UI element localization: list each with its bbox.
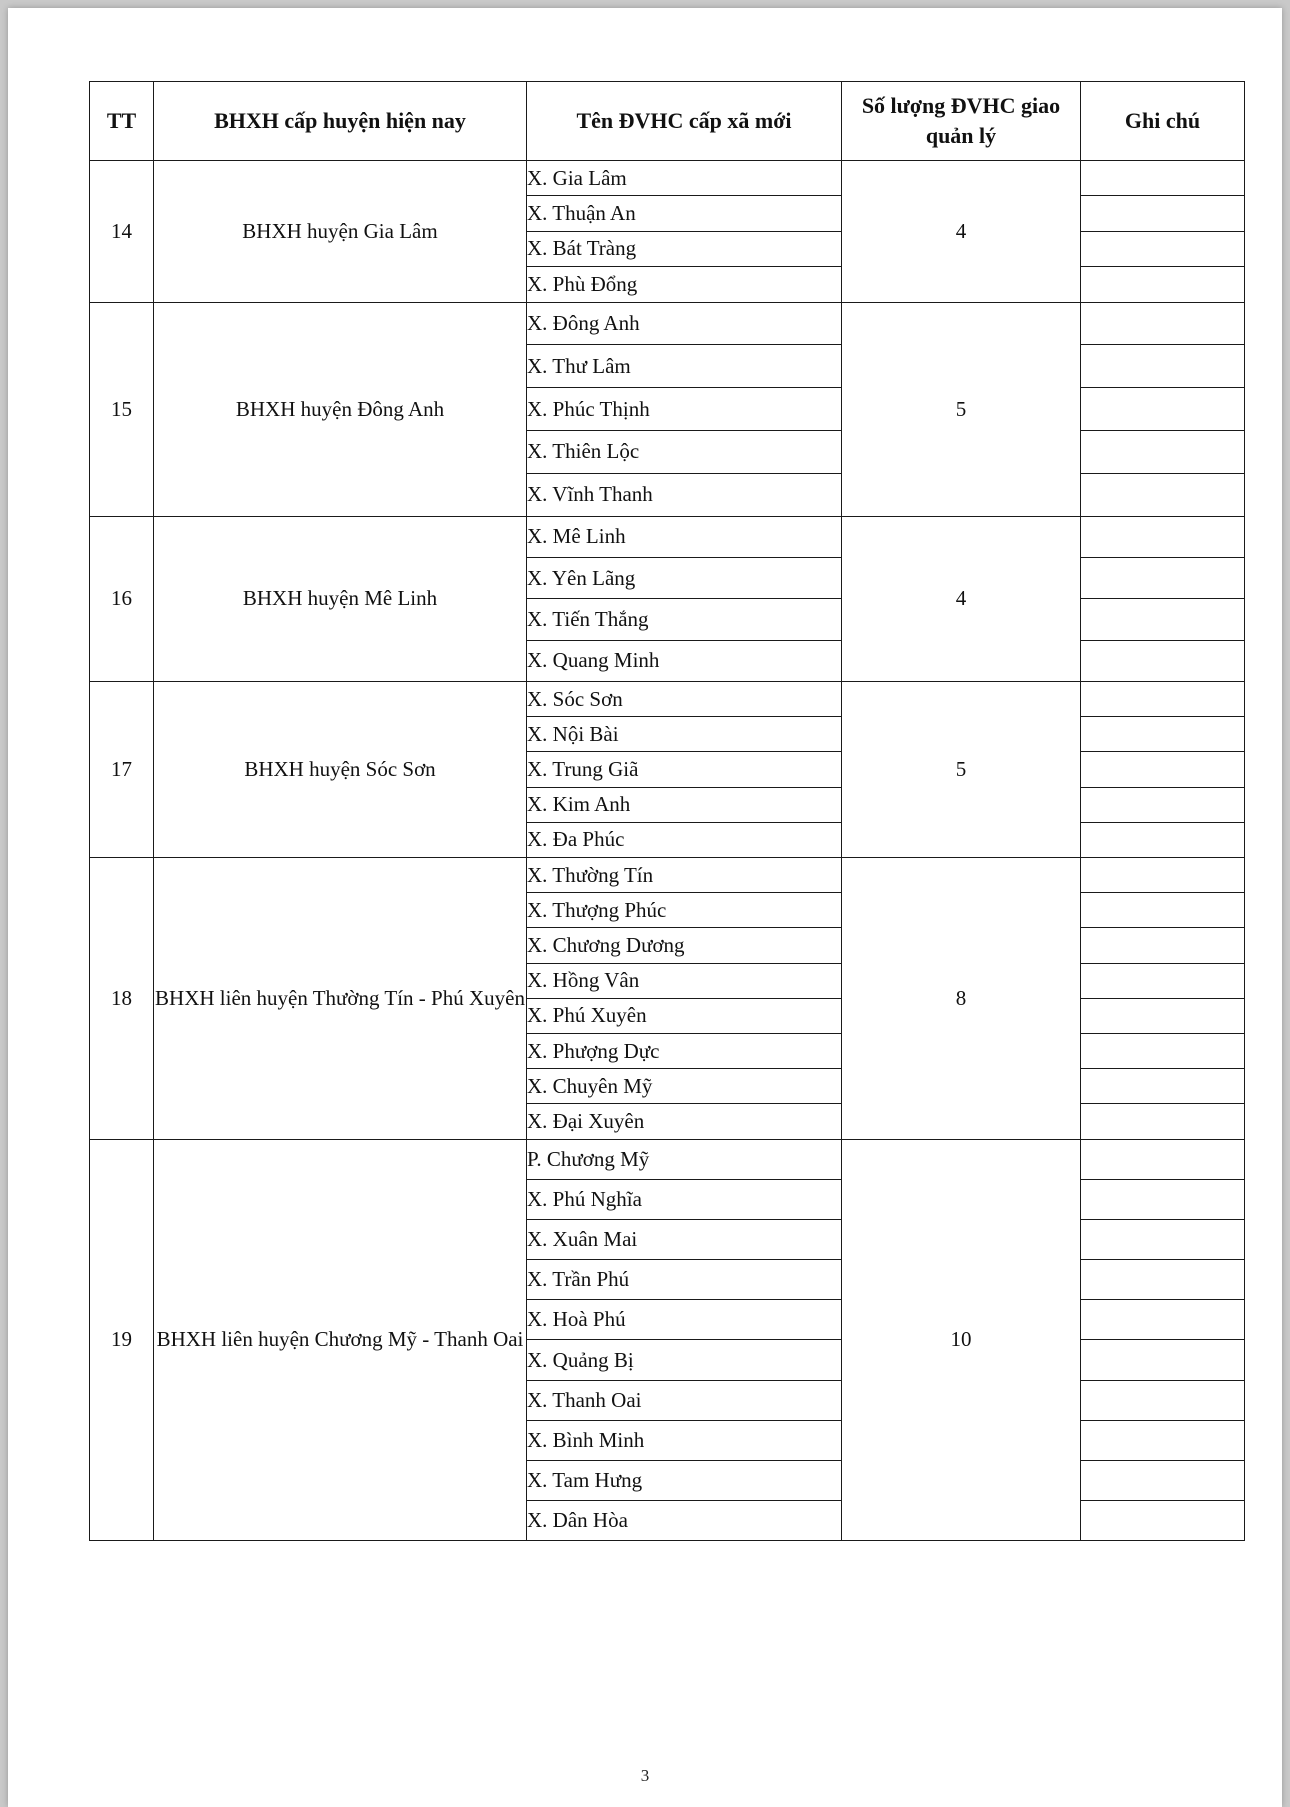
new-commune-name: X. Trần Phú bbox=[527, 1260, 842, 1300]
table-row bbox=[90, 516, 1245, 557]
note-cell bbox=[1081, 928, 1245, 963]
note-cell bbox=[1081, 267, 1245, 302]
new-commune-name: X. Yên Lãng bbox=[527, 557, 842, 598]
header-new-commune: Tên ĐVHC cấp xã mới bbox=[527, 82, 842, 161]
new-commune-name: X. Phù Đổng bbox=[527, 267, 842, 302]
table-row bbox=[90, 161, 1245, 196]
new-commune-name: X. Hồng Vân bbox=[527, 963, 842, 998]
new-commune-name: X. Xuân Mai bbox=[527, 1219, 842, 1259]
commune-count: 4 bbox=[842, 516, 1081, 682]
new-commune-name: X. Phú Nghĩa bbox=[527, 1179, 842, 1219]
note-cell bbox=[1081, 516, 1245, 557]
table-row bbox=[90, 858, 1245, 893]
note-cell bbox=[1081, 473, 1245, 516]
new-commune-name: X. Tam Hưng bbox=[527, 1461, 842, 1501]
new-commune-name: X. Phú Xuyên bbox=[527, 998, 842, 1033]
new-commune-name: X. Quảng Bị bbox=[527, 1340, 842, 1380]
new-commune-name: X. Đa Phúc bbox=[527, 822, 842, 857]
new-commune-name: X. Thường Tín bbox=[527, 858, 842, 893]
new-commune-name: X. Dân Hòa bbox=[527, 1501, 842, 1541]
note-cell bbox=[1081, 963, 1245, 998]
note-cell bbox=[1081, 1260, 1245, 1300]
new-commune-name: X. Đại Xuyên bbox=[527, 1104, 842, 1139]
table-header-row bbox=[90, 82, 1245, 161]
table-row bbox=[90, 302, 1245, 345]
current-unit-name: BHXH liên huyện Chương Mỹ - Thanh Oai bbox=[154, 1139, 527, 1541]
note-cell bbox=[1081, 1139, 1245, 1179]
note-cell bbox=[1081, 196, 1245, 231]
new-commune-name: X. Thuận An bbox=[527, 196, 842, 231]
note-cell bbox=[1081, 822, 1245, 857]
header-tt: TT bbox=[90, 82, 154, 161]
table-body bbox=[90, 161, 1245, 1541]
row-number: 14 bbox=[90, 161, 154, 303]
new-commune-name: X. Mê Linh bbox=[527, 516, 842, 557]
row-number: 17 bbox=[90, 682, 154, 858]
note-cell bbox=[1081, 388, 1245, 431]
note-cell bbox=[1081, 752, 1245, 787]
new-commune-name: X. Chương Dương bbox=[527, 928, 842, 963]
document-page bbox=[8, 8, 1282, 1807]
note-cell bbox=[1081, 1104, 1245, 1139]
note-cell bbox=[1081, 302, 1245, 345]
commune-count: 4 bbox=[842, 161, 1081, 303]
note-cell bbox=[1081, 430, 1245, 473]
new-commune-name: X. Hoà Phú bbox=[527, 1300, 842, 1340]
note-cell bbox=[1081, 682, 1245, 717]
table-row bbox=[90, 682, 1245, 717]
note-cell bbox=[1081, 1340, 1245, 1380]
new-commune-name: X. Đông Anh bbox=[527, 302, 842, 345]
new-commune-name: X. Kim Anh bbox=[527, 787, 842, 822]
new-commune-name: P. Chương Mỹ bbox=[527, 1139, 842, 1179]
note-cell bbox=[1081, 1501, 1245, 1541]
new-commune-name: X. Chuyên Mỹ bbox=[527, 1069, 842, 1104]
current-unit-name: BHXH huyện Mê Linh bbox=[154, 516, 527, 682]
row-number: 18 bbox=[90, 858, 154, 1140]
header-count: Số lượng ĐVHC giao quản lý bbox=[842, 82, 1081, 161]
new-commune-name: X. Thanh Oai bbox=[527, 1380, 842, 1420]
note-cell bbox=[1081, 1069, 1245, 1104]
note-cell bbox=[1081, 858, 1245, 893]
commune-count: 5 bbox=[842, 302, 1081, 516]
new-commune-name: X. Nội Bài bbox=[527, 717, 842, 752]
new-commune-name: X. Quang Minh bbox=[527, 640, 842, 681]
row-number: 15 bbox=[90, 302, 154, 516]
note-cell bbox=[1081, 1461, 1245, 1501]
table-row bbox=[90, 1139, 1245, 1179]
new-commune-name: X. Bình Minh bbox=[527, 1420, 842, 1460]
current-unit-name: BHXH huyện Sóc Sơn bbox=[154, 682, 527, 858]
commune-count: 10 bbox=[842, 1139, 1081, 1541]
note-cell bbox=[1081, 1380, 1245, 1420]
row-number: 19 bbox=[90, 1139, 154, 1541]
current-unit-name: BHXH huyện Gia Lâm bbox=[154, 161, 527, 303]
new-commune-name: X. Trung Giã bbox=[527, 752, 842, 787]
new-commune-name: X. Gia Lâm bbox=[527, 161, 842, 196]
new-commune-name: X. Bát Tràng bbox=[527, 231, 842, 266]
header-note: Ghi chú bbox=[1081, 82, 1245, 161]
note-cell bbox=[1081, 1033, 1245, 1068]
note-cell bbox=[1081, 998, 1245, 1033]
new-commune-name: X. Thư Lâm bbox=[527, 345, 842, 388]
note-cell bbox=[1081, 557, 1245, 598]
header-current-unit: BHXH cấp huyện hiện nay bbox=[154, 82, 527, 161]
note-cell bbox=[1081, 1219, 1245, 1259]
assignment-table bbox=[89, 81, 1245, 1541]
note-cell bbox=[1081, 640, 1245, 681]
new-commune-name: X. Sóc Sơn bbox=[527, 682, 842, 717]
new-commune-name: X. Tiến Thắng bbox=[527, 599, 842, 640]
note-cell bbox=[1081, 1300, 1245, 1340]
note-cell bbox=[1081, 717, 1245, 752]
page-number: 3 bbox=[640, 1766, 650, 1785]
note-cell bbox=[1081, 893, 1245, 928]
current-unit-name: BHXH liên huyện Thường Tín - Phú Xuyên bbox=[154, 858, 527, 1140]
note-cell bbox=[1081, 1179, 1245, 1219]
note-cell bbox=[1081, 161, 1245, 196]
new-commune-name: X. Vĩnh Thanh bbox=[527, 473, 842, 516]
new-commune-name: X. Phúc Thịnh bbox=[527, 388, 842, 431]
note-cell bbox=[1081, 345, 1245, 388]
row-number: 16 bbox=[90, 516, 154, 682]
commune-count: 5 bbox=[842, 682, 1081, 858]
current-unit-name: BHXH huyện Đông Anh bbox=[154, 302, 527, 516]
new-commune-name: X. Thượng Phúc bbox=[527, 893, 842, 928]
note-cell bbox=[1081, 231, 1245, 266]
commune-count: 8 bbox=[842, 858, 1081, 1140]
note-cell bbox=[1081, 787, 1245, 822]
note-cell bbox=[1081, 599, 1245, 640]
note-cell bbox=[1081, 1420, 1245, 1460]
new-commune-name: X. Phượng Dực bbox=[527, 1033, 842, 1068]
new-commune-name: X. Thiên Lộc bbox=[527, 430, 842, 473]
